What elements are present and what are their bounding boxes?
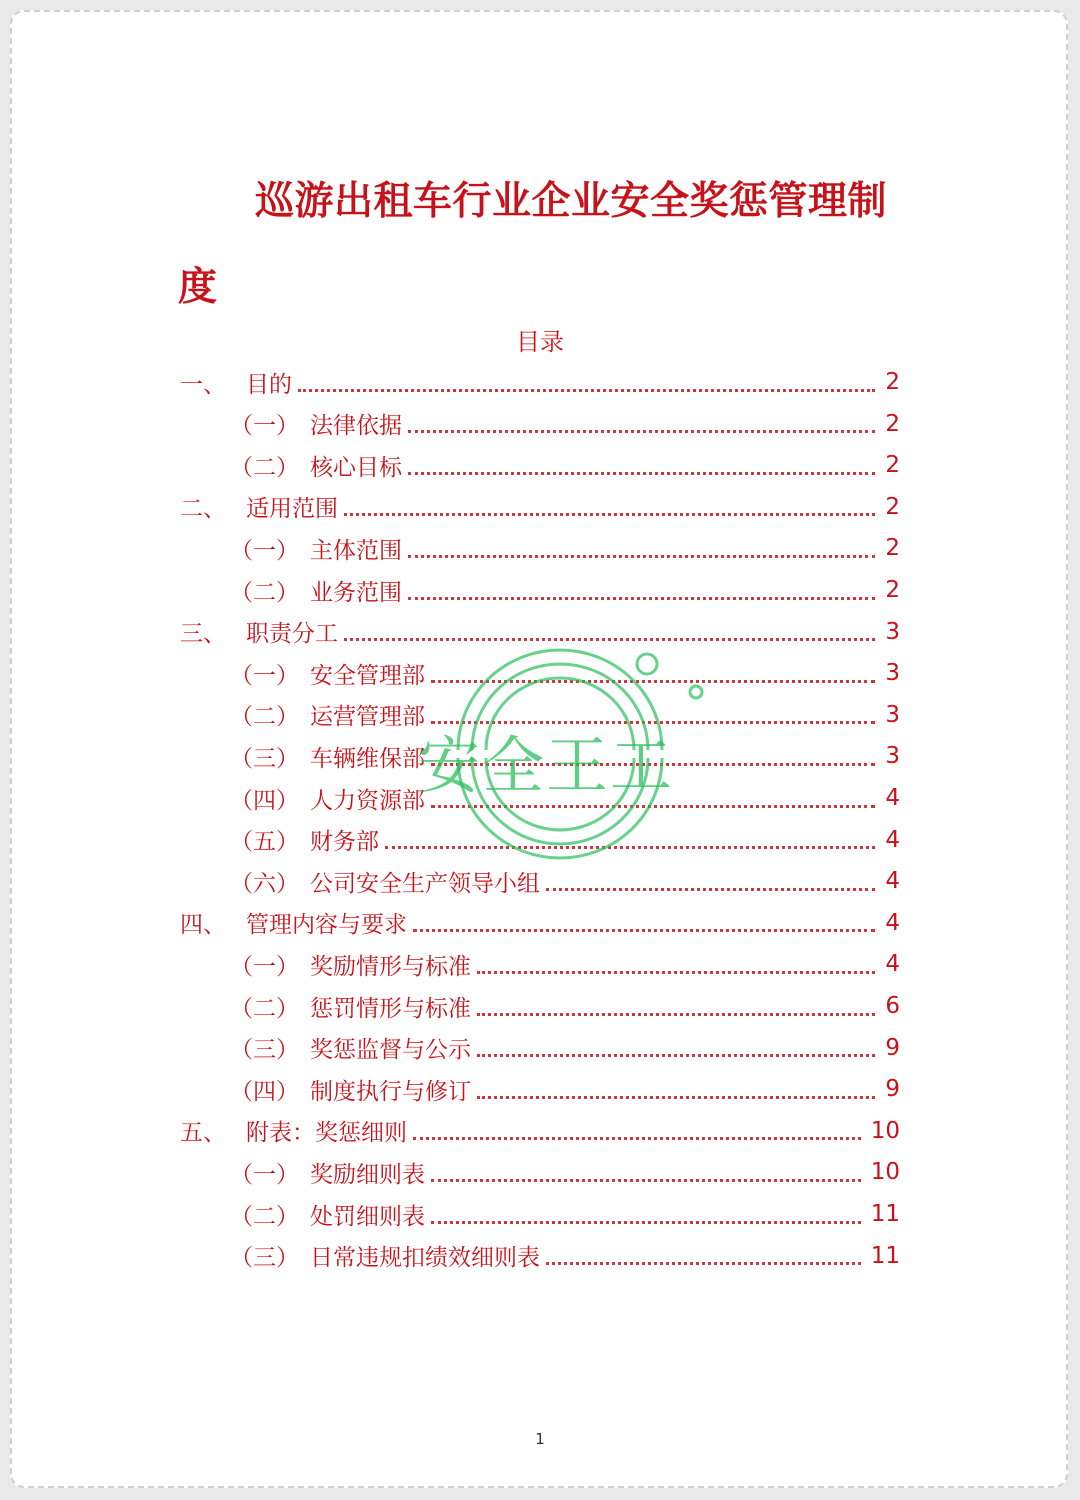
- toc-entry-page: 2: [885, 577, 900, 603]
- toc-dot-leader: [431, 721, 875, 724]
- toc-entry-page: 4: [885, 951, 900, 978]
- toc-entry[interactable]: [230, 570, 900, 610]
- toc-entry-number: （一）: [230, 1161, 299, 1188]
- toc-entry-number: （二）: [230, 1203, 299, 1230]
- toc-entry-number: （二）: [230, 995, 299, 1022]
- toc-entry-page: 2: [885, 452, 900, 479]
- toc-entry-label: 运营管理部: [310, 704, 425, 731]
- toc-entry-page: 4: [885, 785, 900, 811]
- toc-entry-page: 9: [885, 1076, 900, 1103]
- toc-entry[interactable]: [230, 445, 900, 485]
- toc-dot-leader: [477, 1013, 875, 1016]
- toc-entry[interactable]: [180, 1111, 900, 1151]
- toc-entry-page: 11: [870, 1242, 900, 1269]
- toc-entry[interactable]: [180, 612, 900, 652]
- toc-dot-leader: [408, 597, 875, 600]
- toc-entry-page: 2: [885, 535, 900, 562]
- toc-entry-label: 目的: [246, 371, 292, 398]
- toc-entry[interactable]: [230, 1194, 900, 1234]
- document-title-line2: 度: [178, 265, 218, 310]
- toc-dot-leader: [413, 929, 875, 932]
- toc-entry-number: （一）: [230, 953, 299, 980]
- toc-entry-page: 10: [870, 1159, 900, 1186]
- toc-entry-label: 人力资源部: [310, 787, 425, 814]
- toc-dot-leader: [431, 763, 875, 766]
- toc-dot-leader: [477, 1096, 875, 1099]
- toc-entry-number: （二）: [230, 704, 299, 731]
- toc-dot-leader: [298, 389, 875, 392]
- toc-entry-number: 一、: [180, 371, 226, 398]
- toc-dot-leader: [477, 971, 875, 974]
- toc-entry-label: 法律依据: [310, 413, 402, 440]
- toc-entry-number: （六）: [230, 870, 299, 897]
- toc-dot-leader: [413, 1137, 861, 1140]
- toc-entry-page: 3: [885, 660, 900, 687]
- toc-entry[interactable]: [230, 653, 900, 693]
- toc-entry-number: 五、: [180, 1120, 226, 1147]
- toc-entry-label: 日常违规扣绩效细则表: [310, 1245, 540, 1272]
- toc-entry-page: 2: [885, 410, 900, 437]
- toc-entry-page: 2: [885, 369, 900, 395]
- toc-entry-number: 二、: [180, 496, 226, 523]
- toc-dot-leader: [477, 1054, 875, 1057]
- toc-dot-leader: [344, 638, 875, 641]
- toc-dot-leader: [408, 472, 875, 475]
- toc-entry[interactable]: [230, 778, 900, 818]
- toc-dot-leader: [408, 430, 875, 433]
- toc-entry-label: 业务范围: [310, 579, 402, 606]
- toc-entry[interactable]: [230, 528, 900, 568]
- toc-dot-leader: [431, 1221, 861, 1224]
- toc-entry-page: 6: [885, 993, 900, 1019]
- toc-entry-number: （四）: [230, 787, 299, 814]
- toc-entry[interactable]: [180, 487, 900, 527]
- page-number: 1: [535, 1430, 545, 1448]
- toc-entry[interactable]: [230, 404, 900, 444]
- toc-heading: 目录: [516, 328, 564, 356]
- toc-entry-number: （二）: [230, 579, 299, 606]
- toc-dot-leader: [408, 555, 875, 558]
- toc-entry[interactable]: [230, 1069, 900, 1109]
- toc-entry-number: （二）: [230, 454, 299, 481]
- toc-entry-page: 10: [870, 1117, 900, 1144]
- toc-entry-page: 3: [885, 701, 900, 728]
- toc-entry-label: 职责分工: [246, 621, 338, 648]
- toc-entry-page: 3: [885, 618, 900, 645]
- toc-entry-page: 3: [885, 743, 900, 770]
- toc-dot-leader: [431, 680, 875, 683]
- toc-entry-page: 4: [885, 826, 900, 853]
- toc-entry-label: 惩罚情形与标准: [310, 995, 471, 1022]
- toc-entry[interactable]: [230, 944, 900, 984]
- toc-entry-number: （一）: [230, 413, 299, 440]
- toc-entry-number: （一）: [230, 537, 299, 564]
- toc-entry[interactable]: [230, 695, 900, 735]
- toc-entry[interactable]: [230, 1028, 900, 1068]
- toc-entry-number: 四、: [180, 912, 226, 939]
- toc-entry-label: 适用范围: [246, 496, 338, 523]
- toc-dot-leader: [546, 888, 875, 891]
- toc-entry-label: 奖励情形与标准: [310, 953, 471, 980]
- toc-entry-number: （三）: [230, 745, 299, 772]
- toc-entry-number: 三、: [180, 621, 226, 648]
- toc-entry-label: 奖励细则表: [310, 1161, 425, 1188]
- toc-entry-number: （一）: [230, 662, 299, 689]
- toc-entry[interactable]: [230, 1152, 900, 1192]
- document-title-line1: 巡游出租车行业企业安全奖惩管理制: [255, 179, 888, 224]
- toc-entry[interactable]: [230, 820, 900, 860]
- toc-entry-number: （三）: [230, 1245, 299, 1272]
- toc-entry[interactable]: [180, 362, 900, 402]
- toc-entry-page: 4: [885, 909, 900, 936]
- toc-entry-number: （五）: [230, 829, 299, 856]
- toc-entry-label: 财务部: [310, 829, 379, 856]
- toc-entry-page: 4: [885, 868, 900, 895]
- toc-dot-leader: [385, 846, 875, 849]
- toc-entry-label: 奖惩监督与公示: [310, 1037, 471, 1064]
- toc-dot-leader: [344, 513, 875, 516]
- toc-dot-leader: [546, 1262, 861, 1265]
- toc-entry-label: 主体范围: [310, 537, 402, 564]
- toc-dot-leader: [431, 805, 875, 808]
- toc-entry-label: 核心目标: [310, 454, 402, 481]
- toc-entry[interactable]: [230, 1236, 900, 1276]
- toc-entry[interactable]: [230, 986, 900, 1026]
- toc-entry-label: 制度执行与修订: [310, 1078, 471, 1105]
- toc-entry-page: 11: [870, 1201, 900, 1227]
- toc-entry[interactable]: [230, 861, 900, 901]
- toc-entry-label: 处罚细则表: [310, 1203, 425, 1230]
- toc-entry[interactable]: [180, 903, 900, 943]
- toc-entry-number: （三）: [230, 1037, 299, 1064]
- watermark-text: 安全王工: [418, 729, 675, 802]
- toc-entry-label: 附表：奖惩细则: [246, 1120, 407, 1147]
- toc-entry-label: 车辆维保部: [310, 745, 425, 772]
- toc-entry-label: 安全管理部: [310, 662, 425, 689]
- toc-dot-leader: [431, 1179, 861, 1182]
- toc-entry-page: 2: [885, 493, 900, 520]
- toc-entry-label: 管理内容与要求: [246, 912, 407, 939]
- toc-entry-label: 公司安全生产领导小组: [310, 870, 540, 897]
- toc-entry[interactable]: [230, 736, 900, 776]
- toc-entry-number: （四）: [230, 1078, 299, 1105]
- toc-entry-page: 9: [885, 1034, 900, 1061]
